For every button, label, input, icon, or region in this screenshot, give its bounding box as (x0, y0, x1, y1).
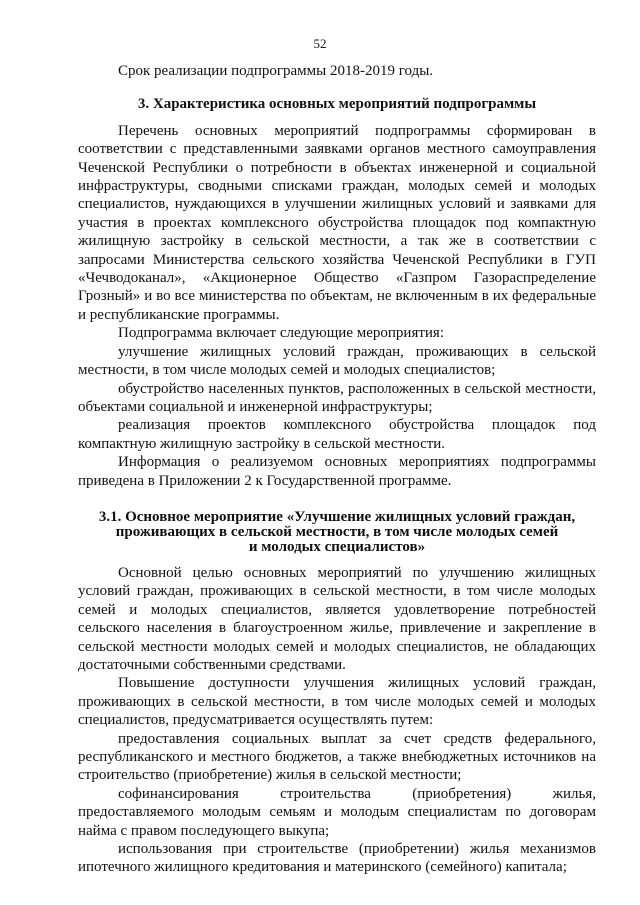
section-3-list-item: реализация проектов комплексного обустройства площадок под компактную жилищную застройку в сельской местности. (78, 417, 596, 452)
section-3-heading: 3. Характеристика основных мероприятий подпрограммы (137, 96, 537, 113)
section-3-1-heading-line: и молодых специалистов» (248, 538, 426, 555)
section-3-1-paragraph: Повышение доступности улучшения жилищных условий граждан, проживающих в сельской местности, в том числе молодых семей и молодых специалистов, предусматривается осуществлять путем: (78, 675, 596, 729)
section-3-paragraph: Перечень основных мероприятий подпрограммы сформирован в соответствии с представленными заявками органов местного самоуправления Чеченской Республики о потребности в объектах инженерной и социальной инфраструктуры, сводными списками граждан, молодых семей и молодых специалистов, нуждающихся в улучшении жилищных условий и заявками для участия в проектах комплексного обустройства площадок под компактную жилищную застройку в сельской местности, а так же в соответствии с запросами Министерства сельского хозяйства Чеченской Республики в ГУП «Чечводоканал», «Акционерное Общество «Газпром Газораспределение Грозный» и во все министерства по объектам, не включенным в их федеральные и республиканские программы. (78, 122, 596, 323)
page-content (78, 62, 596, 877)
section-3-1-heading-line: проживающих в сельской местности, в том числе молодых семей (115, 523, 559, 540)
program-term-line: Срок реализации подпрограммы 2018-2019 годы. (118, 63, 434, 79)
section-3-1-list-item: предоставления социальных выплат за счет средств федерального, республиканского и местного бюджетов, а также внебюджетных источников на строительство (приобретение) жилья в сельской местности; (78, 730, 596, 784)
section-3-list-item: обустройство населенных пунктов, расположенных в сельской местности, объектами социальной и инженерной инфраструктуры; (78, 380, 596, 415)
section-3-paragraph: Подпрограмма включает следующие мероприятия: (118, 325, 444, 342)
page-number: 52 (313, 36, 327, 51)
section-3-paragraph: Информация о реализуемом основных мероприятиях подпрограммы приведена в Приложении 2 к Государственной программе. (78, 454, 596, 489)
section-3-1-paragraph: Основной целью основных мероприятий по улучшению жилищных условий граждан, проживающих в сельской местности, в том числе молодых семей и молодых специалистов, является удовлетворение потребностей сельского населения в благоустроенном жилье, привлечение и закрепление в сельской местности молодых семей и молодых специалистов, не обладающих достаточными собственными средствами. (78, 564, 596, 673)
section-3-1-heading-line: 3.1. Основное мероприятие «Улучшение жилищных условий граждан, (98, 508, 576, 525)
section-3-1-list-item: софинансирования строительства (приобретения) жилья, предоставляемого молодым семьям и молодым специалистам по договорам найма с правом последующего выкупа; (78, 785, 596, 839)
section-3-1-list-item: использования при строительстве (приобретении) жилья механизмов ипотечного жилищного кредитования и материнского (семейного) капитала; (78, 841, 596, 876)
section-3-list-item: улучшение жилищных условий граждан, проживающих в сельской местности, в том числе молодых семей и молодых специалистов; (78, 343, 596, 379)
